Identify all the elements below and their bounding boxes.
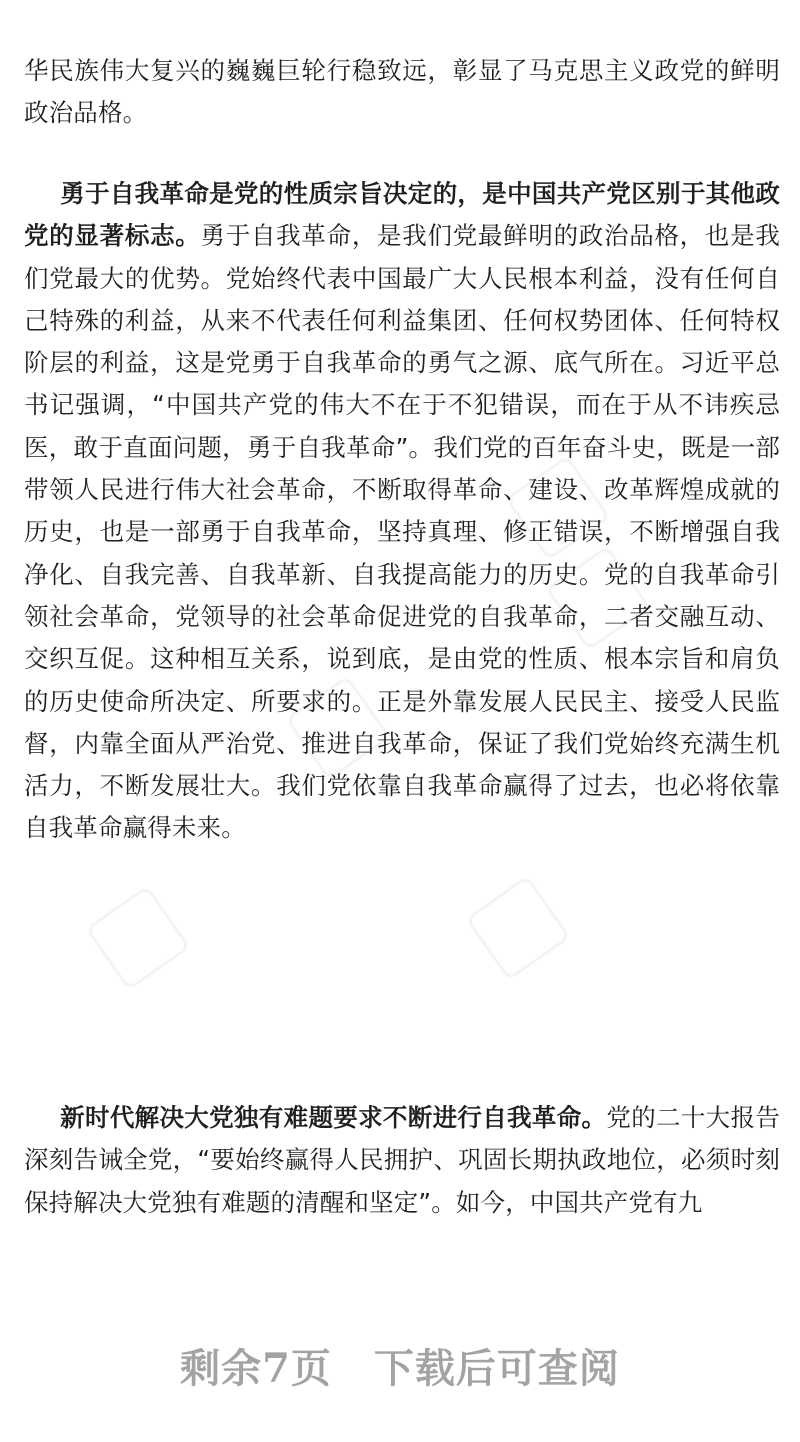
remaining-pages-text: 剩余7页 (180, 1344, 332, 1392)
paragraph-body: 勇于自我革命，是我们党最鲜明的政治品格，也是我们党最大的优势。党始终代表中国最广大人民根本利益，没有任何自己特殊的利益，从来不代表任何利益集团、任何权势团体、任何特权阶层的利益，这是党勇于自我革命的勇气之源、底气所在。习近平总书记强调，“中国共产党的伟大不在于不犯错误，而在于从不讳疾忌医，敢于直面问题，勇于自我革命”。我们党的百年奋斗史，既是一部带领人民进行伟大社会革命，不断取得革命、建设、改革辉煌成就的历史，也是一部勇于自我革命，坚持真理、修正错误，不断增强自我净化、自我完善、自我革新、自我提高能力的历史。党的自我革命引领社会革命，党领导的社会革命促进党的自我革命，二者交融互动、交织互促。这种相互关系，说到底，是由党的性质、根本宗旨和肩负的历史使命所决定、所要求的。正是外靠发展人民民主、接受人民监督，内靠全面从严治党、推进自我革命，保证了我们党始终充满生机活力，不断发展壮大。我们党依靠自我革命赢得了过去，也必将依靠自我革命赢得未来。 (24, 221, 780, 843)
paragraph-self-revolution-nature (24, 173, 780, 850)
paragraph-heading: 新时代解决大党独有难题要求不断进行自我革命。 (60, 1103, 607, 1132)
watermark-logo-icon (465, 875, 571, 981)
paragraph-heading: 勇于自我革命是党的性质宗旨决定的，是中国共产党区别于其他政党的显著标志。 (24, 179, 780, 251)
download-prompt-banner[interactable] (0, 1330, 800, 1400)
paragraph-continuation (24, 50, 780, 135)
paragraph-text: 华民族伟大复兴的巍巍巨轮行稳致远，彰显了马克思主义政党的鲜明政治品格。 (24, 56, 780, 128)
watermark-logo-icon (85, 885, 191, 991)
download-to-view-text: 下载后可查阅 (373, 1344, 620, 1392)
paragraph-big-party-problems (24, 1097, 780, 1224)
paragraph-body: 党的二十大报告深刻告诫全党，“要始终赢得人民拥护、巩固长期执政地位，必须时刻保持解决大党独有难题的清醒和坚定”。如今，中国共产党有九 (24, 1103, 780, 1217)
